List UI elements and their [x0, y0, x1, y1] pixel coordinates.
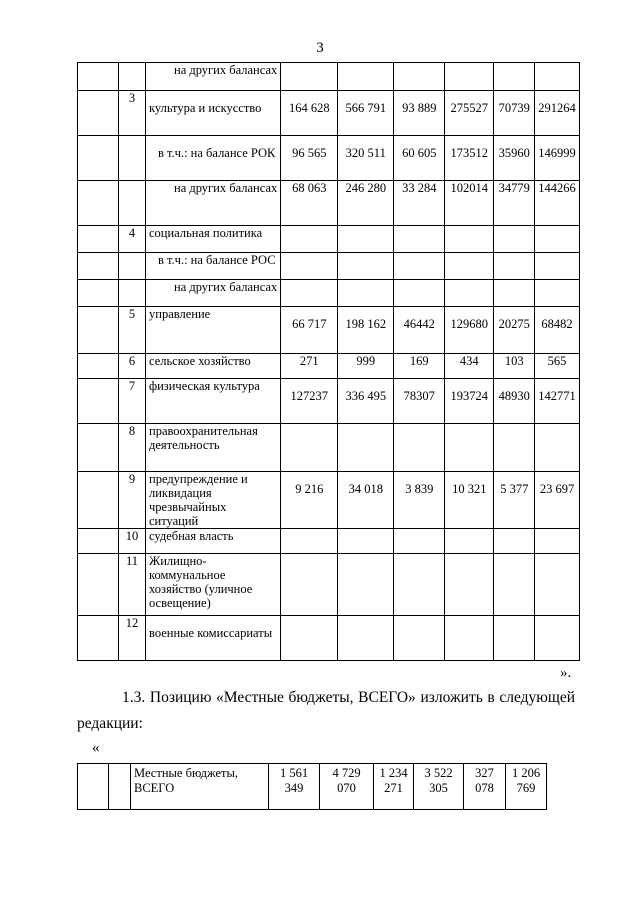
summary-value: 1 561 349 [269, 764, 320, 810]
row-value [494, 226, 535, 253]
row-value: 48930 [494, 379, 535, 424]
row-value: 66 717 [281, 307, 338, 354]
row-value: 102014 [445, 181, 494, 226]
row-value [338, 529, 394, 554]
row-value [535, 253, 580, 280]
summary-label: Местные бюджеты, ВСЕГО [131, 764, 269, 810]
summary-cell-empty [109, 764, 131, 810]
row-name: сельское хозяйство [146, 354, 281, 379]
row-value: 999 [338, 354, 394, 379]
row-number [119, 136, 146, 181]
row-name: на других балансах [146, 181, 281, 226]
row-number: 3 [119, 91, 146, 136]
row-name: социальная политика [146, 226, 281, 253]
row-value [394, 616, 445, 661]
row-value: 10 321 [445, 472, 494, 529]
row-name: предупреждение и ликвидация чрезвычайных ситуаций [146, 472, 281, 529]
row-value: 34 018 [338, 472, 394, 529]
row-value [535, 63, 580, 91]
table-row [78, 181, 580, 226]
table-row [78, 63, 580, 91]
row-value [494, 616, 535, 661]
row-empty-cell [78, 424, 119, 472]
row-value [281, 554, 338, 616]
summary-value: 4 729 070 [320, 764, 374, 810]
row-value: 35960 [494, 136, 535, 181]
row-value [338, 226, 394, 253]
row-value: 96 565 [281, 136, 338, 181]
row-number: 4 [119, 226, 146, 253]
summary-value: 3 522 305 [414, 764, 464, 810]
row-value [281, 280, 338, 307]
row-number [119, 280, 146, 307]
row-value [535, 280, 580, 307]
row-value: 193724 [445, 379, 494, 424]
row-value: 9 216 [281, 472, 338, 529]
row-value [281, 226, 338, 253]
row-value [281, 253, 338, 280]
paragraph-continuation: редакции: [77, 715, 143, 732]
row-value [281, 529, 338, 554]
row-number: 10 [119, 529, 146, 554]
row-value: 275527 [445, 91, 494, 136]
row-value: 3 839 [394, 472, 445, 529]
row-value [338, 63, 394, 91]
table-row [78, 280, 580, 307]
row-name: правоохранительная деятельность [146, 424, 281, 472]
row-empty-cell [78, 181, 119, 226]
page-number: 3 [316, 40, 324, 56]
summary-value: 327 078 [464, 764, 506, 810]
table-row [78, 354, 580, 379]
row-value: 60 605 [394, 136, 445, 181]
row-number: 8 [119, 424, 146, 472]
row-name: культура и искусство [146, 91, 281, 136]
row-value: 78307 [394, 379, 445, 424]
row-name: на других балансах [146, 280, 281, 307]
row-value [394, 529, 445, 554]
row-name: Жилищно-коммунальное хозяйство (уличное освещение) [146, 554, 281, 616]
row-value [394, 226, 445, 253]
table-row [78, 136, 580, 181]
row-value [281, 616, 338, 661]
row-value: 68482 [535, 307, 580, 354]
row-empty-cell [78, 472, 119, 529]
row-value: 336 495 [338, 379, 394, 424]
row-value [445, 253, 494, 280]
row-value [494, 424, 535, 472]
row-value [445, 554, 494, 616]
row-value [535, 529, 580, 554]
table-row [78, 379, 580, 424]
row-value: 144266 [535, 181, 580, 226]
row-value [535, 226, 580, 253]
table-row [78, 472, 580, 529]
row-value: 271 [281, 354, 338, 379]
row-value: 34779 [494, 181, 535, 226]
summary-cell-empty [78, 764, 109, 810]
row-name: на других балансах [146, 63, 281, 91]
row-empty-cell [78, 136, 119, 181]
summary-value: 1 206 769 [506, 764, 547, 810]
row-value: 23 697 [535, 472, 580, 529]
row-value [494, 554, 535, 616]
table-row [78, 529, 580, 554]
row-empty-cell [78, 354, 119, 379]
row-value [535, 616, 580, 661]
row-value: 246 280 [338, 181, 394, 226]
closing-quote: ». [560, 665, 572, 681]
row-value [338, 554, 394, 616]
table-row [78, 226, 580, 253]
row-number: 5 [119, 307, 146, 354]
table-row [78, 616, 580, 661]
row-value: 320 511 [338, 136, 394, 181]
row-value [445, 616, 494, 661]
row-value: 70739 [494, 91, 535, 136]
row-value: 565 [535, 354, 580, 379]
table-row [78, 253, 580, 280]
row-value: 173512 [445, 136, 494, 181]
row-value [338, 616, 394, 661]
row-number: 11 [119, 554, 146, 616]
row-number [119, 181, 146, 226]
row-value: 566 791 [338, 91, 394, 136]
summary-row [78, 764, 547, 810]
row-number [119, 63, 146, 91]
row-empty-cell [78, 529, 119, 554]
row-empty-cell [78, 379, 119, 424]
row-value [445, 226, 494, 253]
row-name: в т.ч.: на балансе РОС [146, 253, 281, 280]
row-value [445, 424, 494, 472]
row-value: 169 [394, 354, 445, 379]
row-value [535, 424, 580, 472]
row-empty-cell [78, 226, 119, 253]
row-value [394, 424, 445, 472]
row-value: 68 063 [281, 181, 338, 226]
row-name: в т.ч.: на балансе РОК [146, 136, 281, 181]
table-row [78, 424, 580, 472]
row-value: 103 [494, 354, 535, 379]
row-empty-cell [78, 63, 119, 91]
row-value [338, 280, 394, 307]
row-name: управление [146, 307, 281, 354]
row-number: 7 [119, 379, 146, 424]
row-value: 93 889 [394, 91, 445, 136]
row-value [281, 424, 338, 472]
row-value: 33 284 [394, 181, 445, 226]
opening-quote: « [92, 740, 100, 756]
row-value [445, 529, 494, 554]
row-value: 146999 [535, 136, 580, 181]
summary-value: 1 234 271 [374, 764, 414, 810]
row-value: 198 162 [338, 307, 394, 354]
row-value: 434 [445, 354, 494, 379]
row-number: 6 [119, 354, 146, 379]
row-value [494, 529, 535, 554]
row-empty-cell [78, 280, 119, 307]
row-value: 142771 [535, 379, 580, 424]
row-number [119, 253, 146, 280]
row-value [281, 63, 338, 91]
paragraph-1-3: 1.3. Позицию «Местные бюджеты, ВСЕГО» изложить в следующей [122, 689, 575, 706]
row-empty-cell [78, 91, 119, 136]
row-value [394, 280, 445, 307]
row-value: 46442 [394, 307, 445, 354]
row-value [445, 63, 494, 91]
row-empty-cell [78, 554, 119, 616]
row-name: военные комиссариаты [146, 616, 281, 661]
row-empty-cell [78, 253, 119, 280]
row-empty-cell [78, 616, 119, 661]
row-value [494, 253, 535, 280]
row-name: физическая культура [146, 379, 281, 424]
row-empty-cell [78, 307, 119, 354]
row-value [394, 253, 445, 280]
table-row [78, 554, 580, 616]
row-value: 291264 [535, 91, 580, 136]
row-value [445, 280, 494, 307]
row-value [394, 63, 445, 91]
table-row [78, 307, 580, 354]
table-row [78, 91, 580, 136]
row-value: 129680 [445, 307, 494, 354]
row-value [535, 554, 580, 616]
budget-table [77, 62, 580, 661]
row-value: 127237 [281, 379, 338, 424]
local-budgets-table [77, 763, 547, 810]
row-value: 20275 [494, 307, 535, 354]
row-value: 164 628 [281, 91, 338, 136]
row-number: 9 [119, 472, 146, 529]
row-value [338, 253, 394, 280]
row-number: 12 [119, 616, 146, 661]
row-value [394, 554, 445, 616]
row-name: судебная власть [146, 529, 281, 554]
row-value [338, 424, 394, 472]
row-value: 5 377 [494, 472, 535, 529]
row-value [494, 280, 535, 307]
row-value [494, 63, 535, 91]
